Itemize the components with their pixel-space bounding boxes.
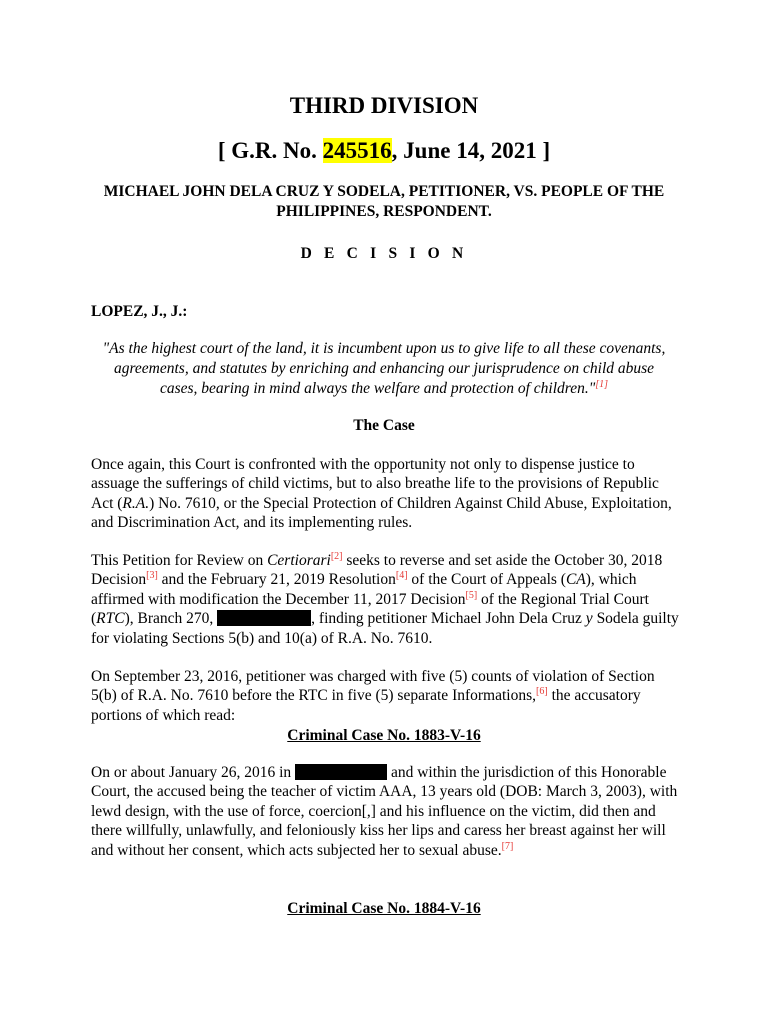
text-run: This Petition for Review on (91, 552, 268, 569)
text-run: and the February 21, 2019 Resolution (157, 571, 396, 589)
italic-text: CA (565, 571, 586, 589)
text-run: , finding petitioner Michael John Dela Cruz (311, 610, 586, 628)
case-number-line (0, 136, 768, 166)
case-parties: MICHAEL JOHN DELA CRUZ Y SODELA, PETITIONER, VS. PEOPLE OF THE PHILIPPINES, RESPONDENT. (103, 183, 665, 220)
redaction-bar (295, 764, 387, 780)
gr-prefix: [ G.R. No. (217, 138, 323, 163)
text-run: Sodela guilty for violating Sections 5(b) and 10(a) of R.A. No. 7610. (91, 610, 679, 647)
text-run: On September 23, 2016, petitioner was charged with five (5) counts of violation of Section 5(b) of R.A. No. 7610 before the RTC in five (5) separate Informations, (91, 668, 655, 705)
text-run: of the Regional Trial Court ( (91, 590, 649, 628)
paragraph-intro (91, 455, 679, 533)
footnote-link-1[interactable]: [1] (595, 378, 609, 390)
paragraph-charges (91, 667, 679, 725)
text-run: ) No. 7610, or the Special Protection of Children Against Child Abuse, Exploitation, and Discrimination Act, and its implementing rules. (91, 494, 672, 532)
text-run: seeks to reverse and set aside the October 30, 2018 Decision (91, 552, 663, 589)
text-run: of the Court of Appeals ( (407, 571, 566, 589)
italic-text: y (585, 610, 593, 628)
decision-label: D E C I S I O N (300, 245, 468, 262)
footnote-link-4[interactable]: [4] (395, 570, 408, 582)
footnote-link-7[interactable]: [7] (501, 840, 514, 852)
italic-text: Certiorari (267, 552, 331, 569)
italic-text: R.A. (122, 494, 150, 512)
epigraph-quote (98, 339, 670, 399)
text-run: and within the jurisdiction of this Honorable Court, the accused being the teacher of victim AAA, 13 years old (DOB: March 3, 2003), with lewd design, with the use of force, coercion[,] and his influence on the victim, did then and there willfully, unlawfully, and feloniously kiss her lips and caress her breast against her will and without her consent, which acts subjected her to sexual abuse. (91, 764, 678, 859)
text-run: Once again, this Court is confronted with the opportunity not only to dispense justice to assuage the sufferings of child victims, but to also breathe life to the provisions of Republic Act ( (91, 456, 659, 512)
paragraph-information (91, 763, 679, 860)
text-run: On or about January 26, 2016 in (91, 764, 296, 781)
criminal-case-heading-1: Criminal Case No. 1883-V-16 (287, 727, 481, 744)
text-run: ), which affirmed with modification the December 11, 2017 Decision (91, 571, 637, 608)
division-title: THIRD DIVISION (289, 93, 479, 118)
footnote-link-3[interactable]: [3] (146, 570, 158, 582)
italic-text: RTC (96, 610, 125, 628)
section-heading-the-case: The Case (353, 417, 415, 434)
text-run: ), Branch 270, (124, 610, 218, 628)
text-run: the accusatory portions of which read: (91, 687, 641, 724)
quote-text: "As the highest court of the land, it is incumbent upon us to give life to all these covenants, agreements, and statutes by enriching and enhancing our jurisprudence on child abuse cases, bearing in mind always the welfare and protection of children." (102, 340, 666, 397)
footnote-link-2[interactable]: [2] (330, 550, 343, 562)
gr-suffix: , June 14, 2021 ] (391, 138, 551, 163)
ponente: LOPEZ, J., J.: (91, 303, 188, 320)
criminal-case-heading-2: Criminal Case No. 1884-V-16 (287, 900, 481, 917)
gr-number-highlight: 245516 (322, 138, 392, 163)
paragraph-petition (91, 551, 679, 648)
footnote-link-5[interactable]: [5] (465, 589, 478, 601)
footnote-link-6[interactable]: [6] (536, 686, 548, 698)
redaction-bar (217, 610, 311, 626)
